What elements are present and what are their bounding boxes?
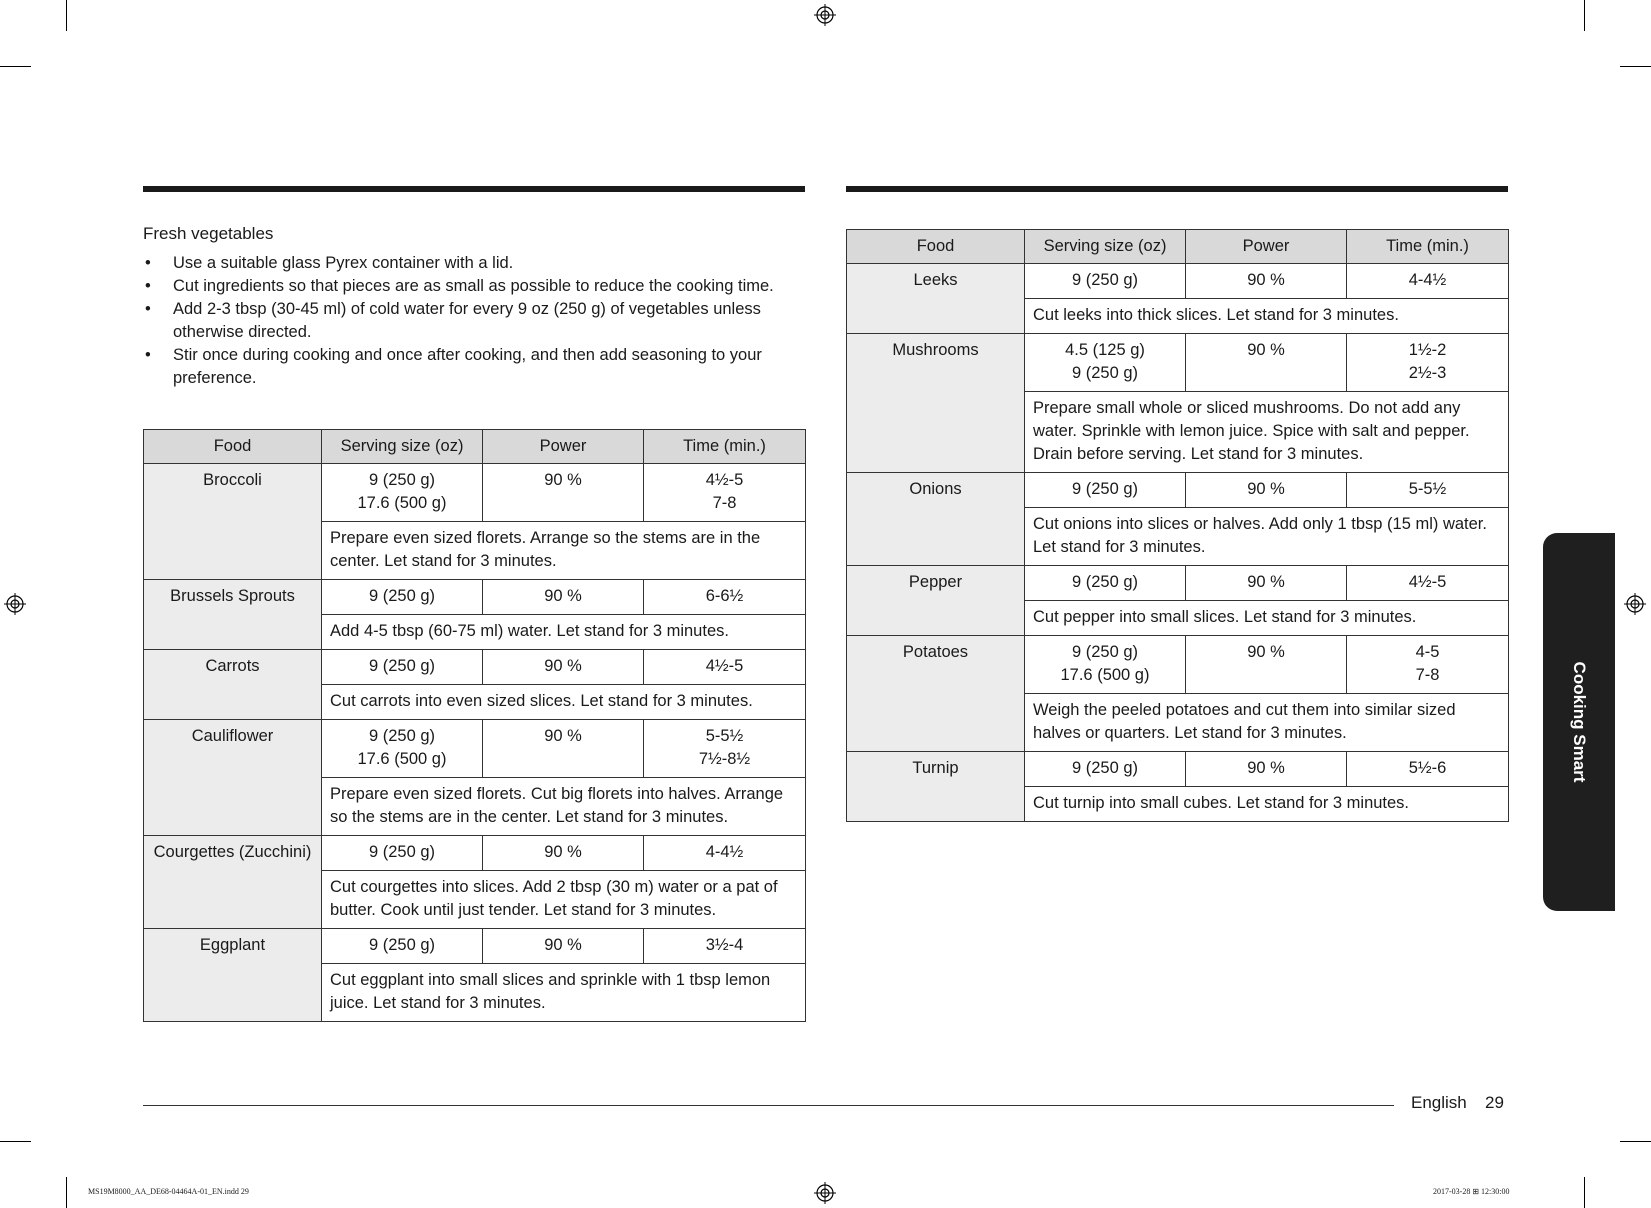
table-row (847, 566, 1509, 601)
chapter-side-tab-label: Cooking Smart (1570, 661, 1589, 783)
food-name-cell: Pepper (847, 566, 1025, 636)
power-cell: 90 % (483, 836, 644, 871)
time-value: 4½-5 (1408, 573, 1447, 591)
power-cell: 90 % (1186, 566, 1347, 601)
preparation-note-cell: Add 4-5 tbsp (60-75 ml) water. Let stand for 3 minutes. (322, 615, 806, 650)
time-value: 3½-4 (705, 936, 744, 954)
preparation-note-cell: Cut carrots into even sized slices. Let stand for 3 minutes. (322, 685, 806, 720)
food-name-cell: Mushrooms (847, 334, 1025, 473)
crop-mark (0, 1141, 31, 1142)
preparation-note-cell: Prepare even sized florets. Cut big florets into halves. Arrange so the stems are in the center. Let stand for 3 minutes. (322, 778, 806, 836)
table-row (847, 264, 1509, 299)
table-row (847, 752, 1509, 787)
crop-mark (1620, 1141, 1651, 1142)
time-cell (1347, 752, 1509, 787)
page-number: 29 (1485, 1093, 1504, 1112)
vegetable-table-right (846, 229, 1509, 822)
time-cell (644, 650, 806, 685)
serving-size-value: 9 (250 g) (368, 843, 436, 861)
power-cell: 90 % (1186, 473, 1347, 508)
serving-size-value: 9 (250 g) (1071, 643, 1139, 661)
serving-size-cell (322, 929, 483, 964)
table-row (144, 720, 806, 778)
preparation-note-cell: Prepare small whole or sliced mushrooms. Do not add any water. Sprinkle with lemon juice. Spice with salt and pepper. Drain before serving. Let stand for 3 minutes. (1025, 392, 1509, 473)
table-row (144, 929, 806, 964)
time-cell (644, 464, 806, 522)
table-row (847, 473, 1509, 508)
preparation-note-cell: Prepare even sized florets. Arrange so the stems are in the center. Let stand for 3 minutes. (322, 522, 806, 580)
preparation-note-cell: Cut pepper into small slices. Let stand for 3 minutes. (1025, 601, 1509, 636)
time-value: 5½-6 (1408, 759, 1447, 777)
food-name-cell: Potatoes (847, 636, 1025, 752)
list-item: • Add 2-3 tbsp (30-45 ml) of cold water for every 9 oz (250 g) of vegetables unless otherwise directed. (143, 298, 783, 344)
time-cell (1347, 473, 1509, 508)
table-header-row (847, 230, 1509, 264)
table-row (144, 464, 806, 522)
crop-mark (1620, 66, 1651, 67)
time-value: 4-4½ (705, 843, 744, 861)
table-row (144, 836, 806, 871)
instruction-list (143, 252, 783, 390)
preparation-note-cell: Cut onions into slices or halves. Add only 1 tbsp (15 ml) water. Let stand for 3 minutes. (1025, 508, 1509, 566)
food-name-cell: Brussels Sprouts (144, 580, 322, 650)
preparation-note-cell: Cut turnip into small cubes. Let stand for 3 minutes. (1025, 787, 1509, 822)
time-value: 7-8 (712, 494, 737, 512)
serving-size-value: 17.6 (500 g) (357, 494, 447, 512)
power-cell: 90 % (1186, 334, 1347, 392)
list-item: • Stir once during cooking and once after cooking, and then add seasoning to your preference. (143, 344, 783, 390)
serving-size-value: 9 (250 g) (1071, 271, 1139, 289)
header-food: Food (144, 430, 322, 464)
crop-mark (66, 0, 67, 31)
food-name-cell: Cauliflower (144, 720, 322, 836)
serving-size-cell (1025, 473, 1186, 508)
serving-size-value: 9 (250 g) (1071, 364, 1139, 382)
time-value: 7-8 (1415, 666, 1440, 684)
header-time: Time (min.) (1347, 230, 1509, 264)
serving-size-value: 17.6 (500 g) (357, 750, 447, 768)
serving-size-value: 9 (250 g) (1071, 480, 1139, 498)
time-value: 6-6½ (705, 587, 744, 605)
power-cell: 90 % (1186, 636, 1347, 694)
time-cell (1347, 636, 1509, 694)
time-value: 4½-5 (705, 471, 744, 489)
preparation-note-cell: Cut courgettes into slices. Add 2 tbsp (30 m) water or a pat of butter. Cook until just tender. Let stand for 3 minutes. (322, 871, 806, 929)
time-value: 4-5 (1415, 643, 1440, 661)
imprint-date: 2017-03-28 ⊞ 12:30:00 (1433, 1187, 1510, 1196)
power-cell: 90 % (483, 929, 644, 964)
crop-mark (66, 1177, 67, 1208)
chapter-side-tab (1543, 533, 1615, 911)
serving-size-value: 9 (250 g) (368, 657, 436, 675)
footer-language: English (1411, 1093, 1467, 1112)
table-row (144, 650, 806, 685)
time-cell (644, 929, 806, 964)
time-cell (1347, 334, 1509, 392)
preparation-note-cell: Weigh the peeled potatoes and cut them into similar sized halves or quarters. Let stand for 3 minutes. (1025, 694, 1509, 752)
imprint-file-info: MS19M8000_AA_DE68-04464A-01_EN.indd 29 (88, 1187, 249, 1196)
time-value: 7½-8½ (698, 750, 751, 768)
crop-mark (0, 66, 31, 67)
header-time: Time (min.) (644, 430, 806, 464)
time-cell (1347, 566, 1509, 601)
time-cell (644, 836, 806, 871)
crop-mark (1584, 1177, 1585, 1208)
food-name-cell: Courgettes (Zucchini) (144, 836, 322, 929)
header-serving-size: Serving size (oz) (322, 430, 483, 464)
registration-mark-icon (1624, 593, 1646, 615)
column-rule-left (143, 186, 805, 192)
preparation-note-cell: Cut leeks into thick slices. Let stand for 3 minutes. (1025, 299, 1509, 334)
power-cell: 90 % (1186, 264, 1347, 299)
table-header-row (144, 430, 806, 464)
food-name-cell: Leeks (847, 264, 1025, 334)
power-cell: 90 % (1186, 752, 1347, 787)
power-cell: 90 % (483, 464, 644, 522)
power-cell: 90 % (483, 720, 644, 778)
crop-mark (1584, 0, 1585, 31)
column-rule-right (846, 186, 1508, 192)
serving-size-cell (1025, 566, 1186, 601)
food-name-cell: Onions (847, 473, 1025, 566)
food-name-cell: Eggplant (144, 929, 322, 1022)
time-value: 4½-5 (705, 657, 744, 675)
serving-size-value: 9 (250 g) (1071, 759, 1139, 777)
registration-mark-icon (814, 4, 836, 26)
header-food: Food (847, 230, 1025, 264)
serving-size-value: 17.6 (500 g) (1060, 666, 1150, 684)
serving-size-value: 4.5 (125 g) (1065, 341, 1145, 359)
serving-size-cell (322, 464, 483, 522)
food-name-cell: Carrots (144, 650, 322, 720)
list-item: • Use a suitable glass Pyrex container with a lid. (143, 252, 783, 275)
time-cell (644, 720, 806, 778)
serving-size-cell (322, 650, 483, 685)
footer-rule (143, 1105, 1394, 1106)
serving-size-cell (1025, 264, 1186, 299)
header-power: Power (483, 430, 644, 464)
registration-mark-icon (814, 1182, 836, 1204)
power-cell: 90 % (483, 650, 644, 685)
serving-size-cell (1025, 334, 1186, 392)
serving-size-cell (322, 836, 483, 871)
vegetable-table-left (143, 429, 806, 1022)
serving-size-value: 9 (250 g) (368, 587, 436, 605)
list-item: • Cut ingredients so that pieces are as small as possible to reduce the cooking time. (143, 275, 783, 298)
serving-size-value: 9 (250 g) (1071, 573, 1139, 591)
preparation-note-cell: Cut eggplant into small slices and sprinkle with 1 tbsp lemon juice. Let stand for 3 minutes. (322, 964, 806, 1022)
table-row (144, 580, 806, 615)
section-title: Fresh vegetables (143, 224, 274, 243)
time-cell (1347, 264, 1509, 299)
table-row (847, 636, 1509, 694)
serving-size-value: 9 (250 g) (368, 936, 436, 954)
time-value: 4-4½ (1408, 271, 1447, 289)
time-value: 1½-2 (1408, 341, 1447, 359)
table-row (847, 334, 1509, 392)
serving-size-value: 9 (250 g) (368, 471, 436, 489)
serving-size-cell (1025, 636, 1186, 694)
power-cell: 90 % (483, 580, 644, 615)
time-value: 2½-3 (1408, 364, 1447, 382)
serving-size-cell (322, 580, 483, 615)
time-value: 5-5½ (1408, 480, 1447, 498)
time-value: 5-5½ (705, 727, 744, 745)
serving-size-cell (322, 720, 483, 778)
registration-mark-icon (4, 593, 26, 615)
serving-size-value: 9 (250 g) (368, 727, 436, 745)
serving-size-cell (1025, 752, 1186, 787)
food-name-cell: Turnip (847, 752, 1025, 822)
food-name-cell: Broccoli (144, 464, 322, 580)
time-cell (644, 580, 806, 615)
header-power: Power (1186, 230, 1347, 264)
header-serving-size: Serving size (oz) (1025, 230, 1186, 264)
